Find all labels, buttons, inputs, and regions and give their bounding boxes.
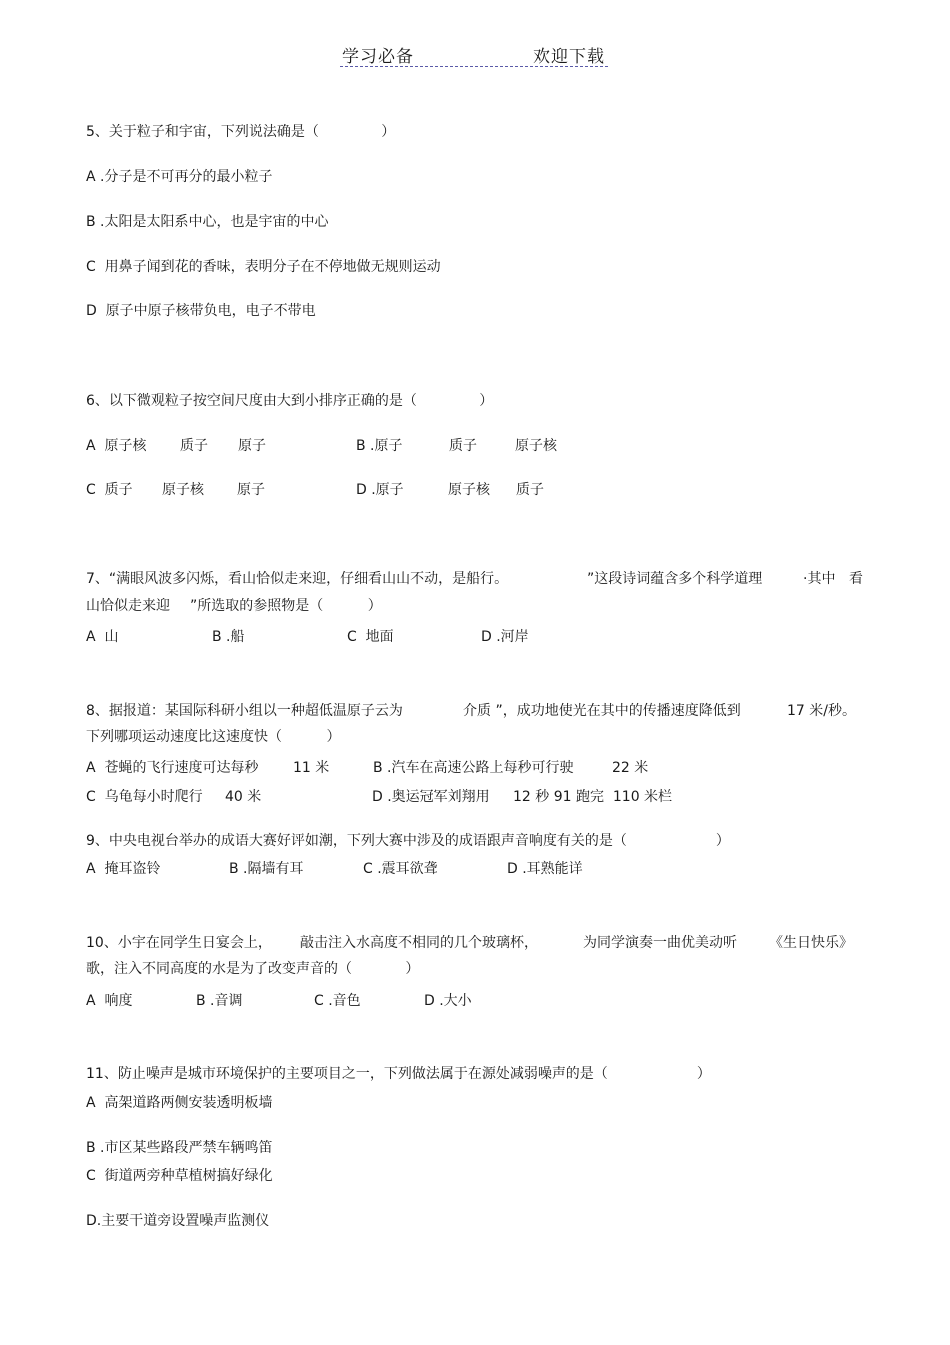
question-10-stem-part-3: 为同学演奏一曲优美动听 — [583, 935, 737, 951]
question-8-option-b-value: 22 米 — [612, 760, 649, 776]
question-5-option-d: D 原子中原子核带负电，电子不带电 — [86, 303, 316, 319]
question-7-option-d: D .河岸 — [481, 629, 529, 645]
question-11-stem: 11、防止噪声是城市环境保护的主要项目之一，下列做法属于在源处减弱噪声的是（ ） — [86, 1066, 711, 1082]
question-6-stem: 6、以下微观粒子按空间尺度由大到小排序正确的是（ ） — [86, 393, 494, 409]
question-6-option-b-2: 质子 — [449, 438, 477, 454]
question-5-option-c: C 用鼻子闻到花的香味，表明分子在不停地做无规则运动 — [86, 259, 441, 275]
question-11-option-c: C 街道两旁种草植树搞好绿化 — [86, 1168, 273, 1184]
question-7-stem-part-2: ”这段诗词蕴含多个科学道理 — [587, 571, 763, 587]
question-5-option-b: B .太阳是太阳系中心，也是宇宙的中心 — [86, 214, 329, 230]
question-10-option-d: D .大小 — [424, 993, 472, 1009]
header-left-text: 学习必备 — [342, 47, 414, 67]
question-8-option-a-value: 11 米 — [293, 760, 330, 776]
question-6-option-d-1: D .原子 — [356, 482, 404, 498]
question-10-stem-line-2: 歌，注入不同高度的水是为了改变声音的（ ） — [86, 961, 420, 977]
question-7-option-c: C 地面 — [347, 629, 394, 645]
question-11-option-a: A 高架道路两侧安装透明板墙 — [86, 1095, 273, 1111]
question-11-option-d: D.主要干道旁设置噪声监测仪 — [86, 1213, 270, 1229]
question-10-option-c: C .音色 — [314, 993, 361, 1009]
question-9-stem: 9、中央电视台举办的成语大赛好评如潮，下列大赛中涉及的成语跟声音响度有关的是（ ） — [86, 833, 730, 849]
question-6-option-c-1: C 质子 — [86, 482, 133, 498]
question-8-stem-part-1: 8、据报道：某国际科研小组以一种超低温原子云为 — [86, 703, 403, 719]
question-7-option-b: B .船 — [212, 629, 245, 645]
question-9-option-d: D .耳熟能详 — [507, 861, 583, 877]
question-6-option-b-3: 原子核 — [515, 438, 557, 454]
question-5-stem: 5、关于粒子和宇宙，下列说法确是（ ） — [86, 124, 396, 140]
question-10-option-a: A 响度 — [86, 993, 133, 1009]
question-9-option-b: B .隔墙有耳 — [229, 861, 304, 877]
question-6-option-d-3: 质子 — [516, 482, 544, 498]
question-7-stem-part-1: 7、“满眼风波多闪烁，看山恰似走来迎，仔细看山山不动，是船行。 — [86, 571, 509, 587]
question-7-stem-line-2-part-2: ”所选取的参照物是（ ） — [190, 598, 382, 614]
question-8-option-c-text: C 乌龟每小时爬行 — [86, 789, 203, 805]
question-8-stem-part-2: 介质 ”，成功地使光在其中的传播速度降低到 — [463, 703, 741, 719]
question-10-option-b: B .音调 — [196, 993, 243, 1009]
question-6-option-a-3: 原子 — [238, 438, 266, 454]
question-10-stem-part-2: 敲击注入水高度不相同的几个玻璃杯， — [300, 935, 538, 951]
question-9-option-c: C .震耳欲聋 — [363, 861, 438, 877]
question-5-option-a: A .分子是不可再分的最小粒子 — [86, 169, 273, 185]
question-8-stem-part-3: 17 米/秒。 — [787, 703, 856, 719]
page-header — [340, 42, 608, 67]
question-6-option-a-1: A 原子核 — [86, 438, 147, 454]
question-6-option-c-3: 原子 — [237, 482, 265, 498]
question-10-stem-part-1: 10、小宇在同学生日宴会上， — [86, 935, 272, 951]
question-7-stem-part-4: 看 — [849, 571, 863, 587]
question-7-option-a: A 山 — [86, 629, 119, 645]
question-7-stem-part-3: ·其中 — [803, 571, 836, 587]
question-6-option-d-2: 原子核 — [448, 482, 490, 498]
question-8-option-a-text: A 苍蝇的飞行速度可达每秒 — [86, 760, 259, 776]
question-6-option-b-1: B .原子 — [356, 438, 403, 454]
header-right-text: 欢迎下载 — [533, 47, 605, 67]
question-8-option-b-text: B .汽车在高速公路上每秒可行驶 — [373, 760, 574, 776]
question-6-option-c-2: 原子核 — [162, 482, 204, 498]
question-8-option-d-text: D .奥运冠军刘翔用 — [372, 789, 490, 805]
question-7-stem-line-2-part-1: 山恰似走来迎 — [86, 598, 170, 614]
question-8-option-d-value: 12 秒 91 跑完 110 米栏 — [513, 789, 673, 805]
question-8-option-c-value: 40 米 — [225, 789, 262, 805]
question-10-stem-part-4: 《生日快乐》 — [769, 935, 853, 951]
question-11-option-b: B .市区某些路段严禁车辆鸣笛 — [86, 1140, 273, 1156]
question-8-stem-line-2: 下列哪项运动速度比这速度快（ ） — [86, 729, 341, 745]
question-9-option-a: A 掩耳盗铃 — [86, 861, 161, 877]
question-6-option-a-2: 质子 — [180, 438, 208, 454]
